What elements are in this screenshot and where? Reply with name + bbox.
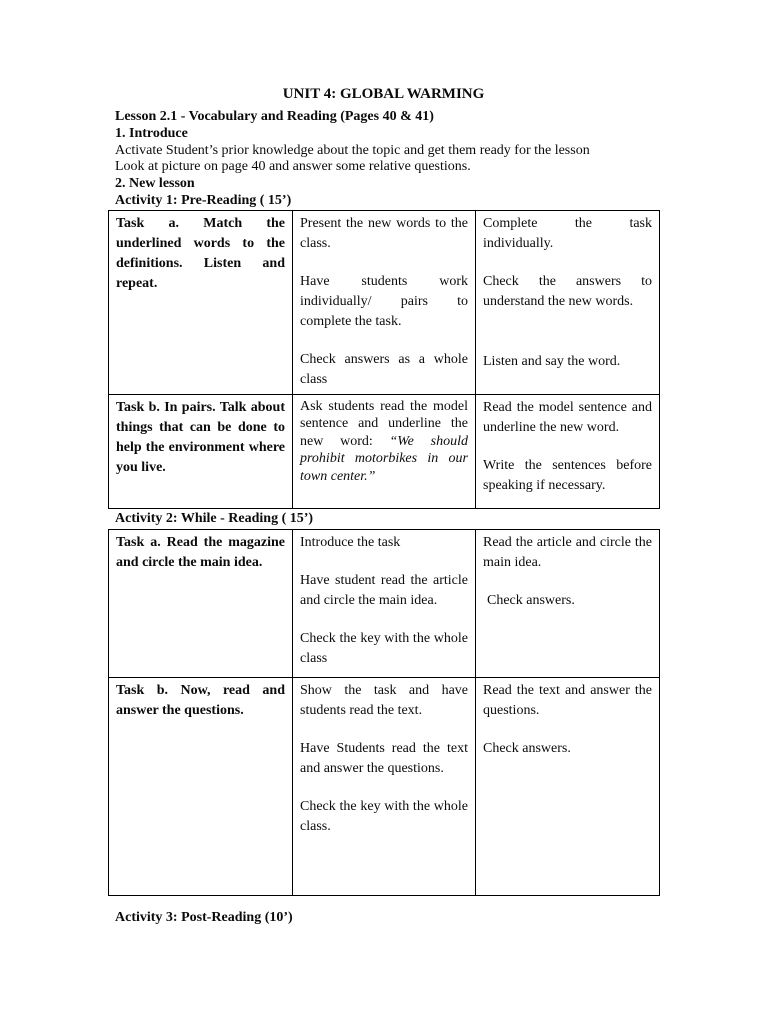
teacher-activity-cell (293, 529, 476, 677)
task-cell (109, 529, 293, 677)
cell-paragraph: Check answers. (487, 592, 575, 608)
cell-paragraph: Read the text and answer the questions. (483, 682, 652, 718)
introduce-line-1: Activate Student’s prior knowledge about the topic and get them ready for the lesson (115, 142, 590, 158)
cell-paragraph: Introduce the task (300, 534, 401, 550)
task-text: Task a. Match the underlined words to the definitions. Listen and repeat. (116, 215, 285, 291)
cell-paragraph: Read the model sentence and underline the new word. (483, 399, 652, 435)
activity2-heading: Activity 2: While - Reading ( 15’) (115, 510, 314, 526)
cell-paragraph (300, 398, 468, 486)
cell-paragraph: Check the key with the whole class (300, 630, 468, 666)
table-row (109, 529, 660, 677)
cell-paragraph: Have student read the article and circle the main idea. (300, 572, 468, 608)
teacher-activity-cell (293, 677, 476, 895)
pre-reading-table (108, 210, 660, 509)
student-activity-cell (476, 677, 660, 895)
activity1-heading: Activity 1: Pre-Reading ( 15’) (115, 192, 292, 208)
task-cell (109, 210, 293, 394)
cell-paragraph: Have students work individually/ pairs to complete the task. (300, 273, 468, 329)
cell-paragraph: Check answers as a whole class (300, 351, 468, 387)
student-activity-cell (476, 394, 660, 508)
cell-paragraph: Check answers. (483, 740, 571, 756)
student-activity-cell (476, 529, 660, 677)
table-row (109, 210, 660, 394)
cell-paragraph: Check the answers to understand the new words. (483, 273, 652, 309)
new-lesson-heading: 2. New lesson (115, 176, 195, 192)
cell-paragraph: Show the task and have students read the text. (300, 682, 468, 718)
document-title: UNIT 4: GLOBAL WARMING (282, 86, 485, 102)
table-row (109, 677, 660, 895)
task-text: Task a. Read the magazine and circle the main idea. (116, 534, 285, 570)
task-text: Task b. Now, read and answer the questions. (116, 682, 285, 718)
cell-paragraph: Have Students read the text and answer the questions. (300, 740, 468, 776)
task-cell (109, 394, 293, 508)
teacher-activity-cell (293, 394, 476, 508)
cell-paragraph: Write the sentences before speaking if necessary. (483, 457, 652, 493)
task-cell (109, 677, 293, 895)
while-reading-table (108, 529, 660, 896)
model-sentence-quote: “We should prohibit motorbikes in our town center.” (300, 433, 468, 484)
cell-paragraph: Present the new words to the class. (300, 215, 468, 251)
cell-paragraph: Complete the task individually. (483, 215, 652, 251)
introduce-line-2: Look at picture on page 40 and answer some relative questions. (115, 159, 471, 175)
cell-paragraph: Listen and say the word. (483, 353, 621, 369)
introduce-heading: 1. Introduce (115, 125, 188, 141)
table-row (109, 394, 660, 508)
teacher-activity-cell (293, 210, 476, 394)
model-sentence-lead: Ask students read the model sentence and underline the new word: (300, 398, 468, 449)
cell-paragraph: Read the article and circle the main idea. (483, 534, 652, 570)
cell-paragraph: Check the key with the whole class. (300, 798, 468, 834)
lesson-heading: Lesson 2.1 - Vocabulary and Reading (Pages 40 & 41) (115, 109, 434, 124)
activity3-heading: Activity 3: Post-Reading (10’) (115, 909, 293, 925)
document-content (108, 86, 659, 926)
task-text: Task b. In pairs. Talk about things that can be done to help the environment where you live. (116, 399, 285, 475)
student-activity-cell (476, 210, 660, 394)
